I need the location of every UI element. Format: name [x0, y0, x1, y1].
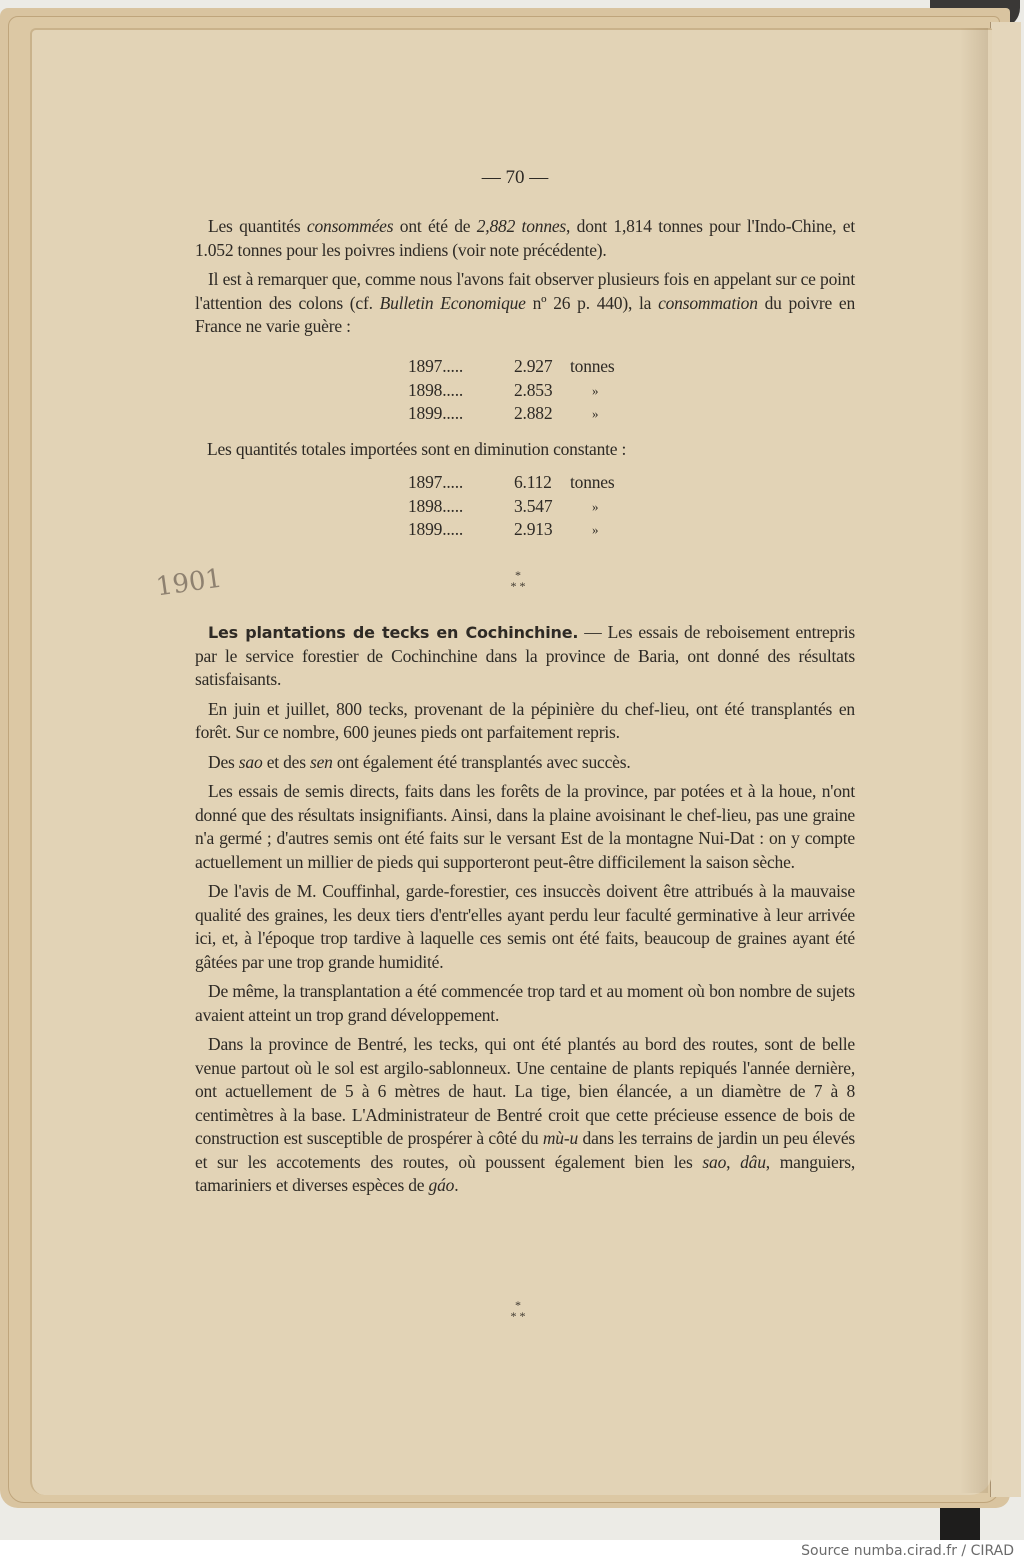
handwritten-annotation: 1901 — [154, 563, 224, 603]
value-cell: 2.927 — [514, 356, 553, 376]
unit-cell: tonnes — [570, 356, 615, 376]
table-row — [408, 495, 615, 519]
teak-section — [195, 621, 855, 1204]
section-paragraph: Des sao et des sen ont également été transplantés avec succès. — [208, 751, 631, 772]
value-cell: 2.913 — [514, 519, 553, 539]
value-cell: 2.882 — [514, 403, 553, 423]
year-cell: 1899..... — [408, 403, 464, 423]
value-cell: 3.547 — [514, 495, 553, 516]
section-paragraph: De même, la transplantation a été commencée trop tard et au moment où bon nombre de sujets avaient atteint un trop grand développement. — [195, 981, 855, 1025]
ditto-mark: » — [592, 522, 599, 537]
page-number: — 70 — — [481, 167, 549, 188]
table-row — [408, 471, 615, 495]
table-row — [408, 402, 615, 426]
gutter-shadow — [960, 28, 988, 1493]
facing-page-edge — [990, 22, 1021, 1497]
section-lead-paragraph: Les plantations de tecks en Cochinchine. — Les essais de reboisement entrepris par le service forestier de Cochinchine dans la province de Baria, ont donné des résultats satisfaisants. — [195, 622, 855, 689]
section-paragraph: Les essais de semis directs, faits dans les forêts de la province, par potées et à la houe, n'ont donné que des résultats insignifiants. Ainsi, dans la plaine avoisinant le chef-lieu, pas une graine n'a germé ; d'autres semis ont été faits sur le versant Est de la montagne Nui-Dat : on y compte actuellement un millier de pieds qui supporteront peut-être difficilement la saison sèche. — [195, 781, 855, 872]
section-heading: Les plantations de tecks en Cochinchine. — [208, 623, 579, 642]
consumption-table — [408, 355, 615, 426]
year-cell: 1898..... — [408, 379, 464, 400]
ditto-mark: » — [592, 406, 599, 421]
table-row — [408, 379, 615, 403]
source-credit: Source numba.cirad.fr / CIRAD — [801, 1543, 1014, 1559]
section-lead-text: Les essais de reboisement entrepris par le service forestier de Cochinchine dans la province de Baria, ont donné des résultats satisfaisants. — [195, 622, 855, 689]
year-cell: 1898..... — [408, 495, 464, 516]
section-paragraph: De l'avis de M. Couffinhal, garde-forestier, ces insuccès doivent être attribués à la mauvaise qualité des graines, les deux tiers d'entr'elles ayant perdu leur faculté germinative à leur arrivée ici, et, à l'époque trop tardive à laquelle ces semis ont été faits, beaucoup de graines ayant été gâtées par une trop grande humidité. — [195, 881, 855, 972]
section-paragraph: En juin et juillet, 800 tecks, provenant de la pépinière du chef-lieu, ont été transplantés en forêt. Sur ce nombre, 600 jeunes pieds ont parfaitement repris. — [195, 698, 855, 742]
table-row — [408, 355, 615, 379]
intro-section — [195, 215, 855, 345]
ditto-mark: » — [592, 382, 599, 398]
imports-table — [408, 471, 615, 542]
asterism-separator-2: * * * — [510, 1298, 526, 1323]
section-paragraph: Dans la province de Bentré, les tecks, qui ont été plantés au bord des routes, sont de belle venue partout où le sol est argilo-sablonneux. Une centaine de plants repiqués l'année dernière, ont actuellement de 5 à 6 mètres de haut. La tige, bien élancée, a un diamètre de 7 à 8 centimètres à la base. L'Administrateur de Bentré croit que cette précieuse essence de bois de construction est susceptible de prospérer à côté du mù-u dans les terrains de jardin un peu élevés et sur les accotements des routes, où poussent également bien les sao, dâu, manguiers, tamariniers et diverses espèces de gáo. — [195, 1034, 856, 1195]
year-cell: 1899..... — [408, 519, 464, 539]
intro-paragraph-1: Les quantités consommées ont été de 2,882 tonnes, dont 1,814 tonnes pour l'Indo-Chine, et 1.052 tonnes pour les poivres indiens (voir note précédente). — [195, 216, 855, 260]
ditto-mark: » — [592, 498, 599, 514]
asterism-separator-1: * * * — [510, 568, 526, 593]
table-row — [408, 518, 615, 542]
value-cell: 6.112 — [514, 472, 552, 492]
intro-paragraph-2: Il est à remarquer que, comme nous l'avons fait observer plusieurs fois en appelant sur ce point l'attention des colons (cf. Bulletin Economique nº 26 p. 440), la consommation du poivre en France ne varie guère : — [195, 269, 855, 336]
imports-intro: Les quantités totales importées sont en diminution constante : — [207, 439, 627, 459]
unit-cell: tonnes — [570, 472, 615, 492]
value-cell: 2.853 — [514, 379, 553, 400]
year-cell: 1897..... — [408, 472, 464, 492]
year-cell: 1897..... — [408, 356, 464, 376]
